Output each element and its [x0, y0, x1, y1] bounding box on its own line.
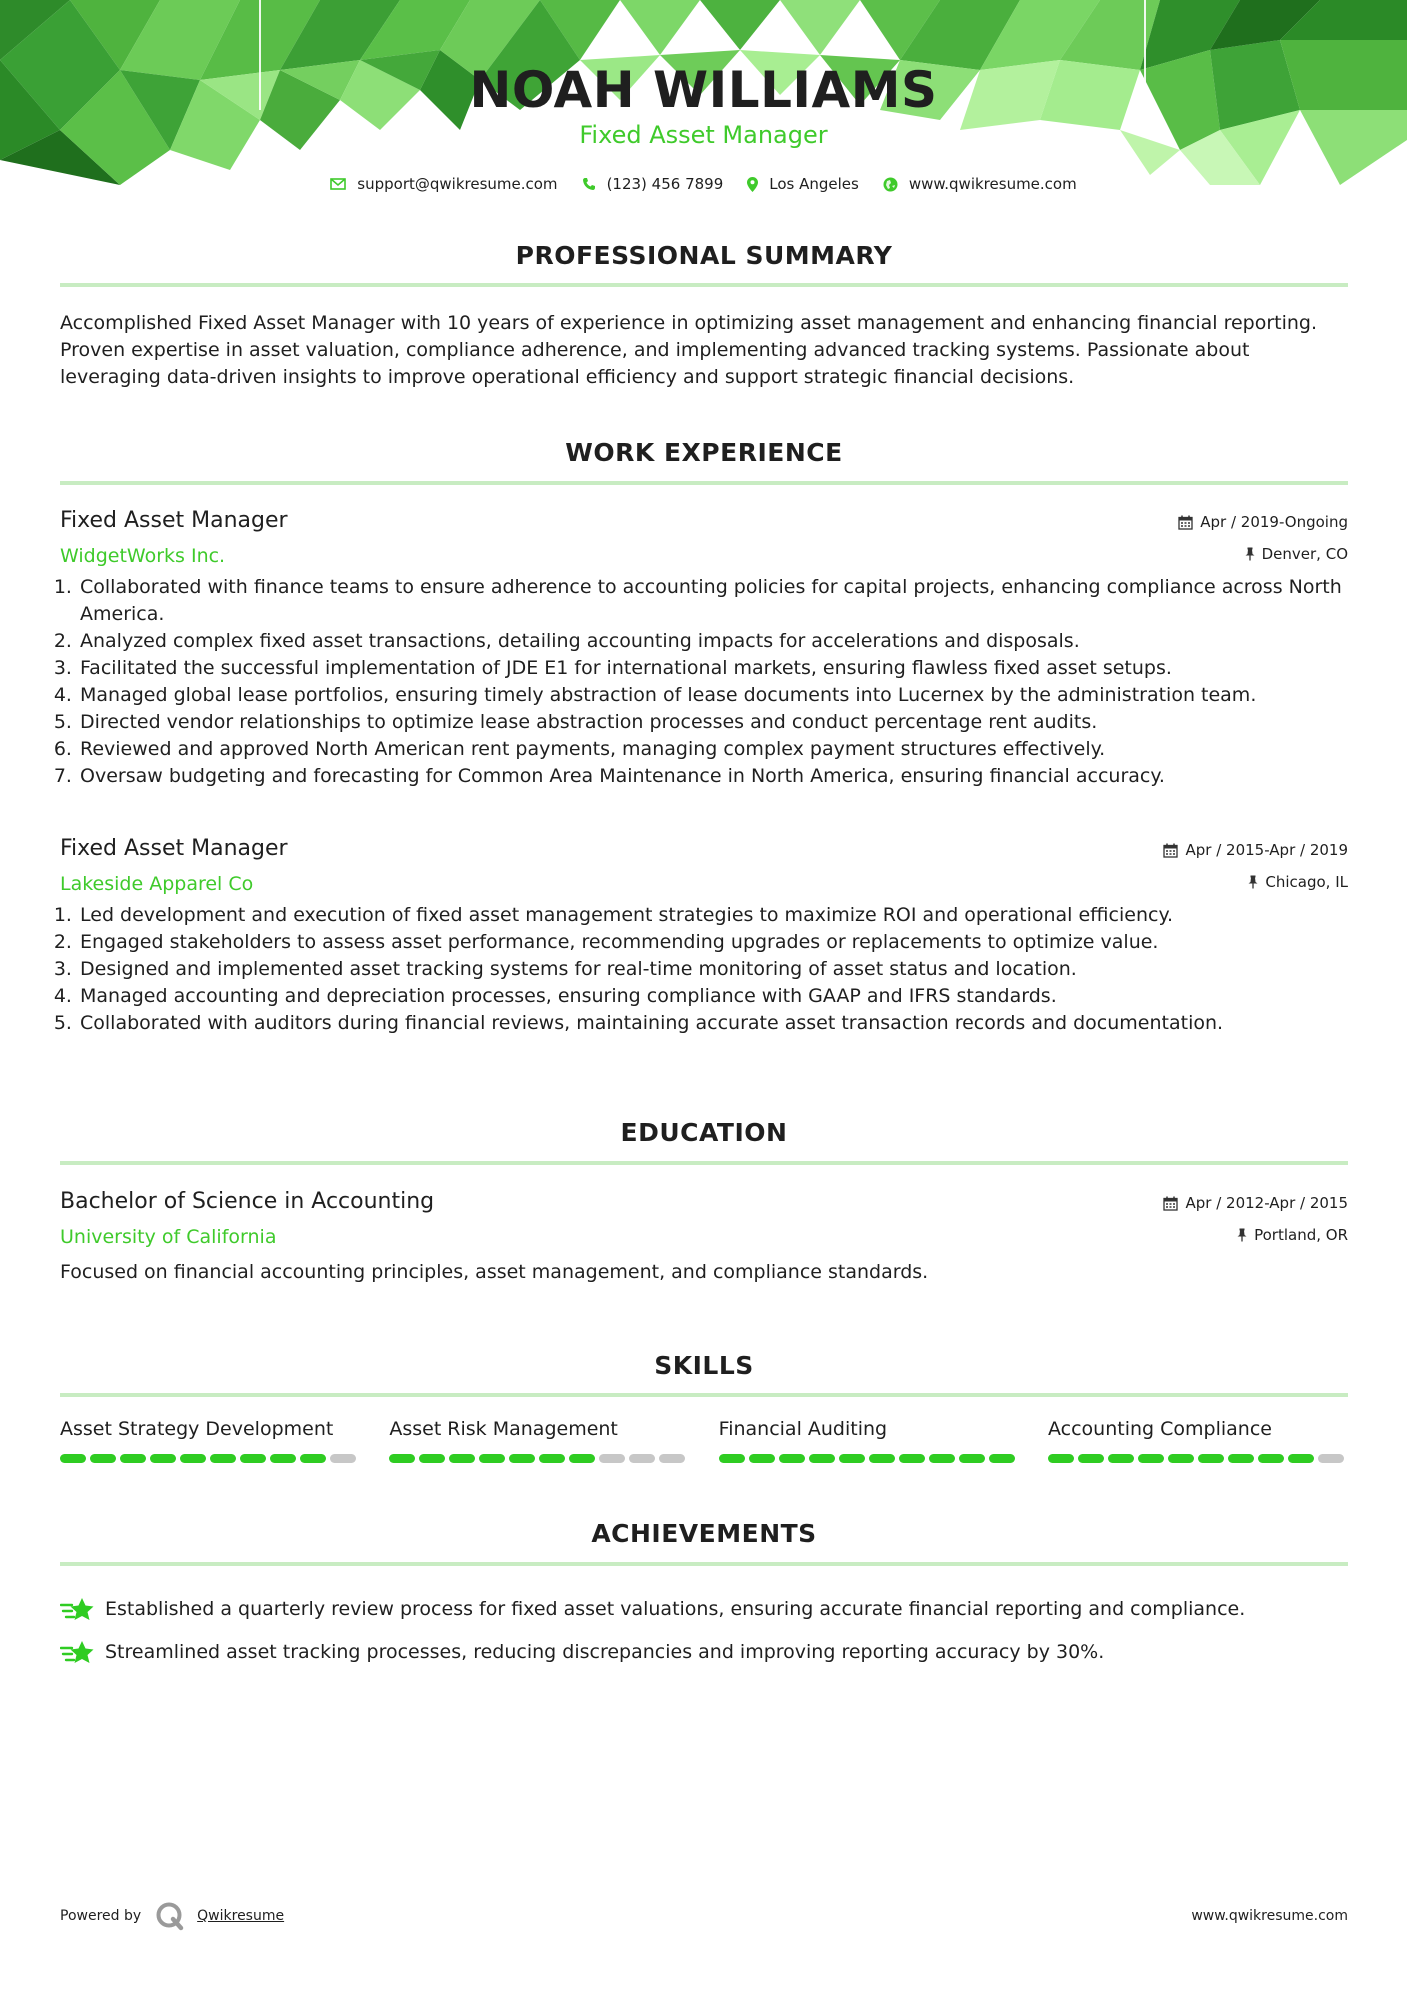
- skill-segment: [1228, 1454, 1254, 1463]
- skill-segment: [899, 1454, 925, 1463]
- education-school: University of California: [60, 1226, 277, 1248]
- skill-item: [1048, 1416, 1348, 1463]
- footer-website[interactable]: www.qwikresume.com: [1191, 1908, 1348, 1924]
- skill-segment: [1078, 1454, 1104, 1463]
- candidate-name: NOAH WILLIAMS: [469, 61, 938, 119]
- contact-website-text: www.qwikresume.com: [908, 175, 1077, 193]
- summary-heading: PROFESSIONAL SUMMARY: [515, 241, 893, 270]
- skill-segment: [1318, 1454, 1344, 1463]
- skill-level-bar: [1048, 1454, 1348, 1463]
- list-item: 5. Collaborated with auditors during financial reviews, maintaining accurate asset transaction records and documentation.: [78, 1010, 1348, 1037]
- contact-location-text: Los Angeles: [769, 175, 859, 193]
- skill-segment: [300, 1454, 326, 1463]
- qwikresume-logo-icon: [155, 1901, 185, 1931]
- job-entry: [60, 506, 1348, 790]
- skill-item: [60, 1416, 360, 1463]
- contact-website[interactable]: [883, 175, 1077, 193]
- pushpin-icon: [1237, 1228, 1247, 1242]
- job-dates: [1178, 512, 1348, 532]
- skills-list: [60, 1416, 1348, 1463]
- education-header: [60, 1187, 1348, 1255]
- skill-item: [389, 1416, 689, 1463]
- job-dates: [1163, 840, 1348, 860]
- skill-segment: [60, 1454, 86, 1463]
- skills-heading: SKILLS: [654, 1351, 754, 1380]
- skill-segment: [419, 1454, 445, 1463]
- list-item: 1. Collaborated with finance teams to ensure adherence to accounting policies for capital projects, enhancing compliance across North America.: [78, 574, 1348, 628]
- contact-phone[interactable]: [582, 175, 724, 193]
- experience-divider: [60, 481, 1348, 485]
- education-heading: EDUCATION: [620, 1118, 788, 1147]
- achievement-item: [60, 1631, 1348, 1674]
- job-company: Lakeside Apparel Co: [60, 873, 254, 895]
- skill-segment: [180, 1454, 206, 1463]
- footer: [60, 1900, 1348, 1932]
- job-location-text: Chicago, IL: [1265, 873, 1348, 891]
- skill-segment: [749, 1454, 775, 1463]
- pushpin-icon: [1248, 875, 1258, 889]
- contact-bar: [0, 172, 1407, 196]
- qwikresume-link[interactable]: Qwikresume: [197, 1908, 285, 1924]
- job-responsibilities: [60, 574, 1348, 790]
- job-company: WidgetWorks Inc.: [60, 545, 226, 567]
- skill-segment: [389, 1454, 415, 1463]
- skill-segment: [839, 1454, 865, 1463]
- powered-by-label: Powered by: [60, 1908, 142, 1924]
- education-degree: Bachelor of Science in Accounting: [60, 1189, 435, 1214]
- skill-segment: [1258, 1454, 1284, 1463]
- contact-phone-text: (123) 456 7899: [606, 175, 724, 193]
- skill-name: Asset Strategy Development: [60, 1418, 334, 1440]
- skill-segment: [1288, 1454, 1314, 1463]
- education-location: [1237, 1225, 1348, 1245]
- skill-segment: [330, 1454, 356, 1463]
- skill-segment: [120, 1454, 146, 1463]
- skill-segment: [1168, 1454, 1194, 1463]
- skill-segment: [210, 1454, 236, 1463]
- skill-segment: [659, 1454, 685, 1463]
- skill-segment: [629, 1454, 655, 1463]
- skill-name: Asset Risk Management: [389, 1418, 618, 1440]
- calendar-icon: [1163, 1196, 1178, 1211]
- list-item: 2. Engaged stakeholders to assess asset performance, recommending upgrades or replacements to optimize value.: [78, 929, 1348, 956]
- map-pin-icon: [747, 177, 758, 192]
- skill-segment: [449, 1454, 475, 1463]
- job-location: [1245, 544, 1348, 564]
- education-location-text: Portland, OR: [1254, 1226, 1348, 1244]
- skill-segment: [90, 1454, 116, 1463]
- list-item: 2. Analyzed complex fixed asset transactions, detailing accounting impacts for accelerations and disposals.: [78, 628, 1348, 655]
- skill-level-bar: [389, 1454, 689, 1463]
- skill-segment: [479, 1454, 505, 1463]
- skill-segment: [719, 1454, 745, 1463]
- education-description: Focused on financial accounting principles, asset management, and compliance standards.: [60, 1261, 929, 1283]
- calendar-icon: [1163, 843, 1178, 858]
- job-role: Fixed Asset Manager: [60, 508, 288, 533]
- contact-email[interactable]: [330, 175, 557, 193]
- achievements-divider: [60, 1562, 1348, 1566]
- summary-text: Accomplished Fixed Asset Manager with 10 years of experience in optimizing asset management and enhancing financial reporting. Proven expertise in asset valuation, compliance adherence, and implementing advanced tracking systems. Passionate about leveraging data-driven insights to improve operational efficiency and support strategic financial decisions.: [60, 312, 1318, 388]
- skill-segment: [809, 1454, 835, 1463]
- skill-level-bar: [60, 1454, 360, 1463]
- skill-segment: [1198, 1454, 1224, 1463]
- skill-segment: [150, 1454, 176, 1463]
- achievement-text: Streamlined asset tracking processes, reducing discrepancies and improving reporting accuracy by 30%.: [105, 1641, 1105, 1663]
- skill-segment: [779, 1454, 805, 1463]
- skill-segment: [1108, 1454, 1134, 1463]
- job-dates-text: Apr / 2019-Ongoing: [1200, 513, 1348, 531]
- shooting-star-icon: [60, 1596, 95, 1624]
- education-divider: [60, 1161, 1348, 1165]
- achievement-text: Established a quarterly review process for fixed asset valuations, ensuring accurate financial reporting and compliance.: [105, 1598, 1246, 1620]
- list-item: 3. Designed and implemented asset tracking systems for real-time monitoring of asset status and location.: [78, 956, 1348, 983]
- job-header: [60, 506, 1348, 574]
- job-location-text: Denver, CO: [1261, 545, 1348, 563]
- list-item: 5. Directed vendor relationships to optimize lease abstraction processes and conduct percentage rent audits.: [78, 709, 1348, 736]
- skill-segment: [929, 1454, 955, 1463]
- skill-segment: [240, 1454, 266, 1463]
- skill-segment: [539, 1454, 565, 1463]
- skill-segment: [599, 1454, 625, 1463]
- contact-location: [747, 175, 859, 193]
- skills-divider: [60, 1393, 1348, 1397]
- experience-heading: WORK EXPERIENCE: [565, 438, 843, 467]
- list-item: 1. Led development and execution of fixed asset management strategies to maximize ROI and operational efficiency.: [78, 902, 1348, 929]
- job-dates-text: Apr / 2015-Apr / 2019: [1185, 841, 1348, 859]
- pushpin-icon: [1245, 547, 1255, 561]
- job-role: Fixed Asset Manager: [60, 836, 288, 861]
- candidate-title: Fixed Asset Manager: [579, 121, 828, 149]
- job-location: [1248, 872, 1348, 892]
- list-item: 3. Facilitated the successful implementation of JDE E1 for international markets, ensuring flawless fixed asset setups.: [78, 655, 1348, 682]
- list-item: 4. Managed accounting and depreciation processes, ensuring compliance with GAAP and IFRS standards.: [78, 983, 1348, 1010]
- skill-segment: [569, 1454, 595, 1463]
- education-entry: [60, 1187, 1348, 1297]
- skill-segment: [270, 1454, 296, 1463]
- shooting-star-icon: [60, 1639, 95, 1667]
- skill-segment: [989, 1454, 1015, 1463]
- job-responsibilities: [60, 902, 1348, 1037]
- skill-segment: [1138, 1454, 1164, 1463]
- phone-icon: [582, 177, 596, 191]
- calendar-icon: [1178, 515, 1193, 530]
- list-item: 7. Oversaw budgeting and forecasting for Common Area Maintenance in North America, ensuring financial accuracy.: [78, 763, 1348, 790]
- globe-icon: [883, 177, 898, 192]
- summary-divider: [60, 283, 1348, 287]
- envelope-icon: [330, 178, 346, 190]
- skill-segment: [509, 1454, 535, 1463]
- list-item: 4. Managed global lease portfolios, ensuring timely abstraction of lease documents into Lucernex by the administration team.: [78, 682, 1348, 709]
- skill-name: Accounting Compliance: [1047, 1418, 1272, 1440]
- skill-level-bar: [719, 1454, 1019, 1463]
- achievements-heading: ACHIEVEMENTS: [591, 1519, 817, 1548]
- job-header: [60, 834, 1348, 902]
- job-entry: [60, 834, 1348, 1037]
- skill-segment: [959, 1454, 985, 1463]
- list-item: 6. Reviewed and approved North American rent payments, managing complex payment structures effectively.: [78, 736, 1348, 763]
- education-dates-text: Apr / 2012-Apr / 2015: [1185, 1194, 1348, 1212]
- skill-name: Financial Auditing: [718, 1418, 888, 1440]
- skill-segment: [869, 1454, 895, 1463]
- contact-email-text: support@qwikresume.com: [357, 175, 558, 193]
- skill-segment: [1048, 1454, 1074, 1463]
- achievement-item: [60, 1588, 1348, 1631]
- achievements-list: [60, 1588, 1348, 1674]
- education-dates: [1163, 1193, 1348, 1213]
- skill-item: [719, 1416, 1019, 1463]
